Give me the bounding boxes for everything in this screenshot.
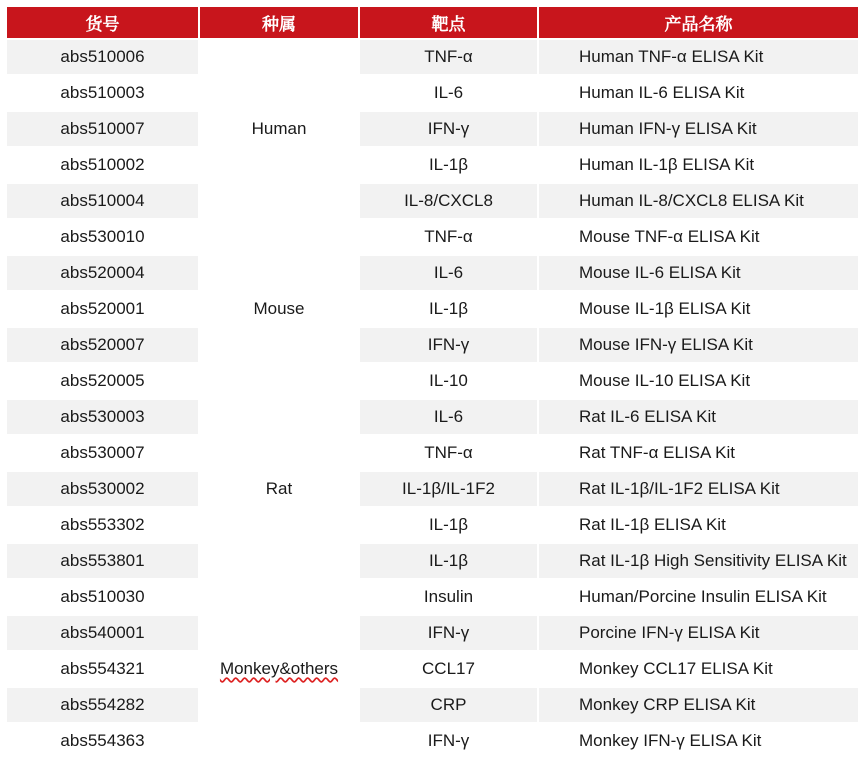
target-cell: IFN-γ <box>359 111 538 147</box>
product-name-cell: Mouse IFN-γ ELISA Kit <box>538 327 859 363</box>
target-cell: IL-1β <box>359 507 538 543</box>
table-row <box>6 471 859 507</box>
header-sku: 货号 <box>6 6 199 39</box>
target-cell: IL-1β <box>359 291 538 327</box>
product-name-cell: Rat IL-1β/IL-1F2 ELISA Kit <box>538 471 859 507</box>
table-row <box>6 399 859 435</box>
product-name-cell: Human TNF-α ELISA Kit <box>538 39 859 75</box>
sku-cell: abs510030 <box>6 579 199 615</box>
sku-cell: abs510004 <box>6 183 199 219</box>
target-cell: CRP <box>359 687 538 723</box>
header-row <box>6 6 859 39</box>
table-body <box>6 39 859 759</box>
header-species: 种属 <box>199 6 359 39</box>
header-product: 产品名称 <box>538 6 859 39</box>
species-cell <box>199 39 359 219</box>
sku-cell: abs520007 <box>6 327 199 363</box>
table-row <box>6 363 859 399</box>
product-name-cell: Monkey CRP ELISA Kit <box>538 687 859 723</box>
table-row <box>6 111 859 147</box>
table-row <box>6 147 859 183</box>
product-name-cell: Rat IL-1β ELISA Kit <box>538 507 859 543</box>
species-label: Human <box>251 119 307 138</box>
product-name-cell: Monkey IFN-γ ELISA Kit <box>538 723 859 759</box>
product-name-cell: Human/Porcine Insulin ELISA Kit <box>538 579 859 615</box>
target-cell: IL-6 <box>359 255 538 291</box>
product-name-cell: Monkey CCL17 ELISA Kit <box>538 651 859 687</box>
table-row <box>6 507 859 543</box>
table-row <box>6 327 859 363</box>
product-name-cell: Rat IL-6 ELISA Kit <box>538 399 859 435</box>
target-cell: IL-6 <box>359 399 538 435</box>
target-cell: IFN-γ <box>359 615 538 651</box>
product-name-cell: Mouse IL-6 ELISA Kit <box>538 255 859 291</box>
target-cell: IL-10 <box>359 363 538 399</box>
product-name-cell: Human IL-1β ELISA Kit <box>538 147 859 183</box>
table-row <box>6 687 859 723</box>
table-row <box>6 543 859 579</box>
sku-cell: abs530003 <box>6 399 199 435</box>
target-cell: IL-1β/IL-1F2 <box>359 471 538 507</box>
table-row <box>6 255 859 291</box>
sku-cell: abs554363 <box>6 723 199 759</box>
sku-cell: abs540001 <box>6 615 199 651</box>
sku-cell: abs530002 <box>6 471 199 507</box>
table-row <box>6 219 859 255</box>
table-row <box>6 651 859 687</box>
product-name-cell: Rat IL-1β High Sensitivity ELISA Kit <box>538 543 859 579</box>
target-cell: IFN-γ <box>359 327 538 363</box>
product-name-cell: Human IFN-γ ELISA Kit <box>538 111 859 147</box>
sku-cell: abs510006 <box>6 39 199 75</box>
sku-cell: abs510003 <box>6 75 199 111</box>
target-cell: IFN-γ <box>359 723 538 759</box>
product-name-cell: Rat TNF-α ELISA Kit <box>538 435 859 471</box>
target-cell: IL-6 <box>359 75 538 111</box>
sku-cell: abs530007 <box>6 435 199 471</box>
sku-cell: abs530010 <box>6 219 199 255</box>
species-cell <box>199 219 359 399</box>
product-name-cell: Human IL-6 ELISA Kit <box>538 75 859 111</box>
target-cell: TNF-α <box>359 219 538 255</box>
species-label: Rat <box>265 479 293 498</box>
sku-cell: abs553801 <box>6 543 199 579</box>
sku-cell: abs520005 <box>6 363 199 399</box>
target-cell: IL-1β <box>359 543 538 579</box>
product-name-cell: Mouse IL-1β ELISA Kit <box>538 291 859 327</box>
table-row <box>6 579 859 615</box>
product-name-cell: Mouse TNF-α ELISA Kit <box>538 219 859 255</box>
table-row <box>6 39 859 75</box>
table-row <box>6 723 859 759</box>
table-row <box>6 435 859 471</box>
target-cell: IL-8/CXCL8 <box>359 183 538 219</box>
table-row <box>6 75 859 111</box>
product-name-cell: Porcine IFN-γ ELISA Kit <box>538 615 859 651</box>
sku-cell: abs520004 <box>6 255 199 291</box>
species-label: Monkey&others <box>219 659 339 678</box>
header-target: 靶点 <box>359 6 538 39</box>
product-table <box>5 5 860 760</box>
species-label: Mouse <box>253 299 305 318</box>
target-cell: TNF-α <box>359 435 538 471</box>
table-row <box>6 183 859 219</box>
species-cell <box>199 579 359 759</box>
product-name-cell: Mouse IL-10 ELISA Kit <box>538 363 859 399</box>
target-cell: Insulin <box>359 579 538 615</box>
target-cell: CCL17 <box>359 651 538 687</box>
table-row <box>6 615 859 651</box>
species-cell <box>199 399 359 579</box>
sku-cell: abs554282 <box>6 687 199 723</box>
table-row <box>6 291 859 327</box>
sku-cell: abs520001 <box>6 291 199 327</box>
sku-cell: abs510007 <box>6 111 199 147</box>
sku-cell: abs510002 <box>6 147 199 183</box>
sku-cell: abs554321 <box>6 651 199 687</box>
product-name-cell: Human IL-8/CXCL8 ELISA Kit <box>538 183 859 219</box>
target-cell: IL-1β <box>359 147 538 183</box>
sku-cell: abs553302 <box>6 507 199 543</box>
target-cell: TNF-α <box>359 39 538 75</box>
